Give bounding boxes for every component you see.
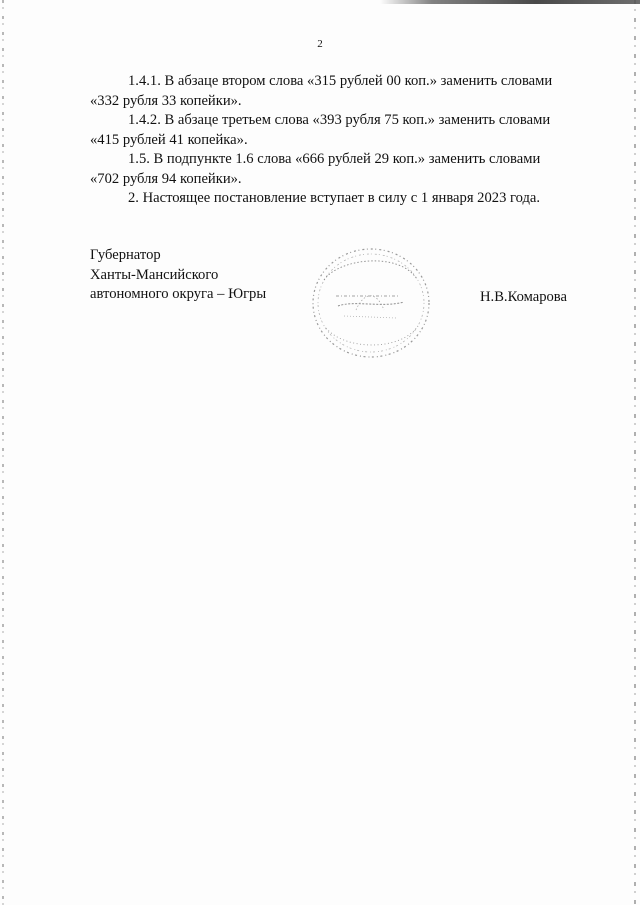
- scan-edge-top: [380, 0, 640, 4]
- paragraph-1-4-2-line1: 1.4.2. В абзаце третьем слова «393 рубля 75 коп.» заменить словами: [128, 112, 551, 128]
- signatory-title-line1: Губернатор: [90, 247, 161, 263]
- document-body: [90, 72, 578, 209]
- page-number: 2: [317, 38, 323, 50]
- signatory-name: Н.В.Комарова: [480, 289, 567, 305]
- paragraph-2: 2. Настоящее постановление вступает в силу с 1 января 2023 года.: [128, 190, 541, 206]
- scan-edge-left: [2, 0, 4, 905]
- signatory-title-line3: автономного округа – Югры: [90, 286, 267, 302]
- scan-edge-right: [634, 0, 636, 905]
- paragraph-1-5-line2: «702 рубля 94 копейки».: [90, 170, 242, 187]
- official-seal-stamp: [304, 240, 438, 366]
- paragraph-1-4-1-line1: 1.4.1. В абзаце втором слова «315 рублей 00 коп.» заменить словами: [128, 73, 553, 89]
- signatory-title: [90, 246, 266, 305]
- paragraph-1-4-1-line2: «332 рубля 33 копейки».: [90, 92, 242, 109]
- paragraph-1-5-line1: 1.5. В подпункте 1.6 слова «666 рублей 29 коп.» заменить словами: [128, 151, 541, 167]
- paragraph-1-4-2-line2: «415 рублей 41 копейка».: [90, 131, 248, 148]
- signatory-title-line2: Ханты-Мансийского: [90, 266, 219, 283]
